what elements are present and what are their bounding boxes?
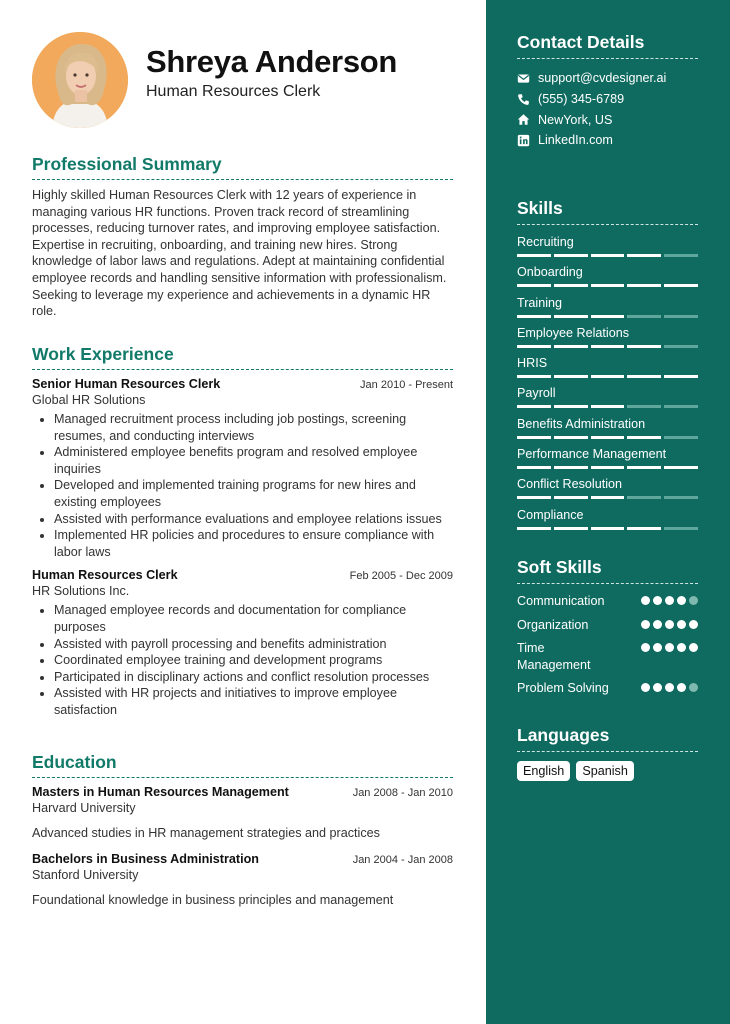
skill-level-bar (517, 466, 698, 469)
skill-level-segment (591, 284, 625, 287)
rating-dot (689, 643, 698, 652)
section-heading: Soft Skills (517, 557, 698, 584)
job-company: HR Solutions Inc. (32, 584, 130, 599)
skill-level-segment (554, 254, 588, 257)
job-date: Feb 2005 - Dec 2009 (349, 570, 453, 583)
school: Harvard University (32, 801, 136, 815)
phone-icon (517, 93, 530, 106)
soft-skill-name: Problem Solving (517, 681, 609, 696)
rating-dot (689, 596, 698, 605)
sidebar (486, 0, 730, 1024)
rating-dot (641, 683, 650, 692)
section-heading: Skills (517, 198, 698, 225)
skill-level-segment (664, 345, 698, 348)
skill-level-segment (591, 527, 625, 530)
education-date: Jan 2008 - Jan 2010 (352, 787, 453, 799)
rating-dot (641, 643, 650, 652)
rating-dot (665, 643, 674, 652)
skill-level-segment (517, 527, 551, 530)
skill-level-bar (517, 436, 698, 439)
contact-email[interactable] (517, 68, 698, 89)
rating-dot (689, 620, 698, 629)
education-description: Foundational knowledge in business principles and management (32, 893, 394, 907)
skill-level-segment (591, 315, 625, 318)
rating-dot (653, 620, 662, 629)
skills-section (517, 198, 698, 537)
skill-level-segment (664, 405, 698, 408)
skill-level-segment (591, 466, 625, 469)
contact-text: NewYork, US (538, 112, 613, 127)
skill-level-bar (517, 254, 698, 257)
summary-section (32, 154, 453, 320)
list-item: • Developed and implemented training programs for new hires and existing employees (54, 477, 453, 510)
skill-level-segment (554, 405, 588, 408)
rating-dot (677, 596, 686, 605)
rating-dot (677, 643, 686, 652)
list-item: • Assisted with payroll processing and benefits administration (54, 636, 453, 653)
skill-level-segment (627, 436, 661, 439)
list-item: • Administered employee benefits program and resolved employee inquiries (54, 444, 453, 477)
skill-level-segment (554, 436, 588, 439)
rating-dot (665, 596, 674, 605)
summary-text: Highly skilled Human Resources Clerk with 12 years of experience in managing various HR functions. Proven track record of streamlining processes, reducing turnover rates, and improving employee satisfaction. Expertise in recruiting, onboarding, and training new hires. Strong knowledge of labor laws and regulations. Adept at maintaining confidential employee records and handling sensitive information with professionalism. Seeking to leverage my experience and achievements in a dynamic HR role. (32, 188, 447, 319)
list-item: • Managed recruitment process including job postings, screening resumes, and conducting interviews (54, 411, 453, 444)
list-item: • Assisted with performance evaluations and employee relations issues (54, 511, 453, 528)
skill-level-segment (627, 405, 661, 408)
candidate-name: Shreya Anderson (146, 44, 398, 79)
skill-level-segment (517, 375, 551, 378)
rating-dot (653, 596, 662, 605)
list-item: • Managed employee records and documentation for compliance purposes (54, 602, 453, 635)
rating-dot (677, 620, 686, 629)
rating-dot (677, 683, 686, 692)
education-date: Jan 2004 - Jan 2008 (352, 854, 453, 866)
skill-name: Training (517, 295, 563, 310)
skill-item (517, 385, 698, 415)
skill-level-bar (517, 284, 698, 287)
skill-level-segment (554, 345, 588, 348)
skill-item (517, 446, 698, 476)
skill-name: Benefits Administration (517, 416, 646, 431)
skill-level-segment (517, 315, 551, 318)
skill-name: Employee Relations (517, 325, 630, 340)
skill-level-segment (517, 284, 551, 287)
job-role: Human Resources Clerk (32, 568, 178, 583)
skill-level-segment (591, 345, 625, 348)
experience-section (32, 344, 453, 727)
skill-name: Conflict Resolution (517, 477, 622, 492)
skill-level-segment (627, 496, 661, 499)
skill-level-segment (591, 375, 625, 378)
skill-level-segment (517, 496, 551, 499)
home-icon (517, 113, 530, 126)
avatar (32, 32, 128, 128)
skill-level-bar (517, 315, 698, 318)
list-item: • Coordinated employee training and development programs (54, 652, 453, 669)
skill-level-segment (554, 466, 588, 469)
school: Stanford University (32, 868, 139, 882)
contact-location (517, 109, 698, 130)
degree: Bachelors in Business Administration (32, 852, 259, 866)
skill-level-segment (627, 254, 661, 257)
skill-level-segment (591, 254, 625, 257)
skill-name: Onboarding (517, 265, 583, 280)
soft-skill-item (517, 680, 698, 697)
job-bullets (32, 411, 453, 560)
job-bullets (32, 602, 453, 718)
job-entry (32, 377, 453, 560)
job-entry (32, 568, 453, 718)
section-heading: Work Experience (32, 344, 453, 370)
skill-level-segment (591, 436, 625, 439)
education-entry (32, 785, 453, 840)
soft-skill-name: Time Management (517, 641, 591, 672)
skill-name: HRIS (517, 356, 548, 371)
skills-list (517, 234, 698, 537)
skill-level-segment (627, 315, 661, 318)
skill-level-segment (517, 436, 551, 439)
skill-name: Recruiting (517, 235, 574, 249)
linkedin-icon (517, 134, 530, 147)
contact-phone[interactable] (517, 89, 698, 110)
education-entry (32, 852, 453, 907)
envelope-icon (517, 72, 530, 85)
skill-level-segment (627, 345, 661, 348)
rating-dot (665, 683, 674, 692)
skill-level-segment (591, 405, 625, 408)
skill-level-segment (517, 405, 551, 408)
soft-skill-rating (641, 643, 698, 652)
rating-dot (653, 643, 662, 652)
skill-item (517, 325, 698, 355)
soft-skill-rating (641, 596, 698, 605)
profile-photo (32, 32, 128, 128)
skill-level-segment (517, 466, 551, 469)
soft-skills-section (517, 557, 698, 704)
skill-level-segment (517, 345, 551, 348)
soft-skill-name: Organization (517, 617, 589, 632)
skill-level-segment (554, 315, 588, 318)
list-item: • Assisted with HR projects and initiatives to improve employee satisfaction (54, 685, 453, 718)
skill-item (517, 295, 698, 325)
soft-skill-item (517, 617, 698, 634)
degree: Masters in Human Resources Management (32, 785, 289, 799)
soft-skill-name: Communication (517, 594, 605, 608)
rating-dot (689, 683, 698, 692)
section-heading: Education (32, 752, 453, 778)
skill-level-segment (627, 466, 661, 469)
soft-skill-rating (641, 620, 698, 629)
skill-level-segment (664, 315, 698, 318)
skill-item (517, 234, 698, 264)
rating-dot (665, 620, 674, 629)
section-heading: Languages (517, 725, 698, 752)
contact-section (517, 32, 698, 151)
skill-level-segment (517, 254, 551, 257)
list-item: • Participated in disciplinary actions and conflict resolution processes (54, 669, 453, 686)
skill-name: Payroll (517, 386, 556, 401)
rating-dot (641, 620, 650, 629)
skill-item (517, 264, 698, 294)
skill-level-segment (664, 254, 698, 257)
skill-level-segment (554, 496, 588, 499)
soft-skill-rating (641, 683, 698, 692)
contact-linkedin[interactable] (517, 130, 698, 151)
language-tags (517, 761, 698, 781)
job-role: Senior Human Resources Clerk (32, 377, 221, 391)
skill-level-bar (517, 405, 698, 408)
list-item: • Implemented HR policies and procedures to ensure compliance with labor laws (54, 527, 453, 560)
skill-level-bar (517, 375, 698, 378)
skill-level-segment (664, 466, 698, 469)
skill-level-segment (627, 284, 661, 287)
contact-text: LinkedIn.com (538, 133, 613, 148)
skill-level-segment (664, 375, 698, 378)
soft-skill-item (517, 593, 698, 610)
rating-dot (653, 683, 662, 692)
contact-text: (555) 345-6789 (538, 92, 625, 107)
skill-level-segment (664, 284, 698, 287)
job-company: Global HR Solutions (32, 393, 146, 407)
skill-level-segment (591, 496, 625, 499)
section-heading: Contact Details (517, 32, 698, 59)
soft-skill-item (517, 640, 698, 673)
job-date: Jan 2010 - Present (360, 379, 453, 391)
skill-item (517, 476, 698, 506)
language-tag: English (517, 761, 570, 781)
education-section (32, 752, 453, 919)
education-description: Advanced studies in HR management strategies and practices (32, 826, 380, 840)
skill-level-bar (517, 496, 698, 499)
candidate-title: Human Resources Clerk (146, 83, 321, 100)
skill-name: Performance Management (517, 447, 667, 462)
contact-text: support@cvdesigner.ai (538, 71, 667, 86)
skill-name: Compliance (517, 507, 584, 522)
skill-level-segment (554, 375, 588, 378)
skill-item (517, 507, 698, 537)
skill-level-segment (627, 527, 661, 530)
skill-level-segment (664, 527, 698, 530)
soft-skills-list (517, 593, 698, 697)
skill-item (517, 416, 698, 446)
skill-level-segment (664, 436, 698, 439)
language-tag: Spanish (576, 761, 634, 781)
languages-section (517, 725, 698, 781)
section-heading: Professional Summary (32, 154, 453, 180)
skill-level-segment (554, 527, 588, 530)
rating-dot (641, 596, 650, 605)
skill-level-segment (664, 496, 698, 499)
skill-item (517, 355, 698, 385)
skill-level-bar (517, 527, 698, 530)
skill-level-bar (517, 345, 698, 348)
skill-level-segment (627, 375, 661, 378)
skill-level-segment (554, 284, 588, 287)
